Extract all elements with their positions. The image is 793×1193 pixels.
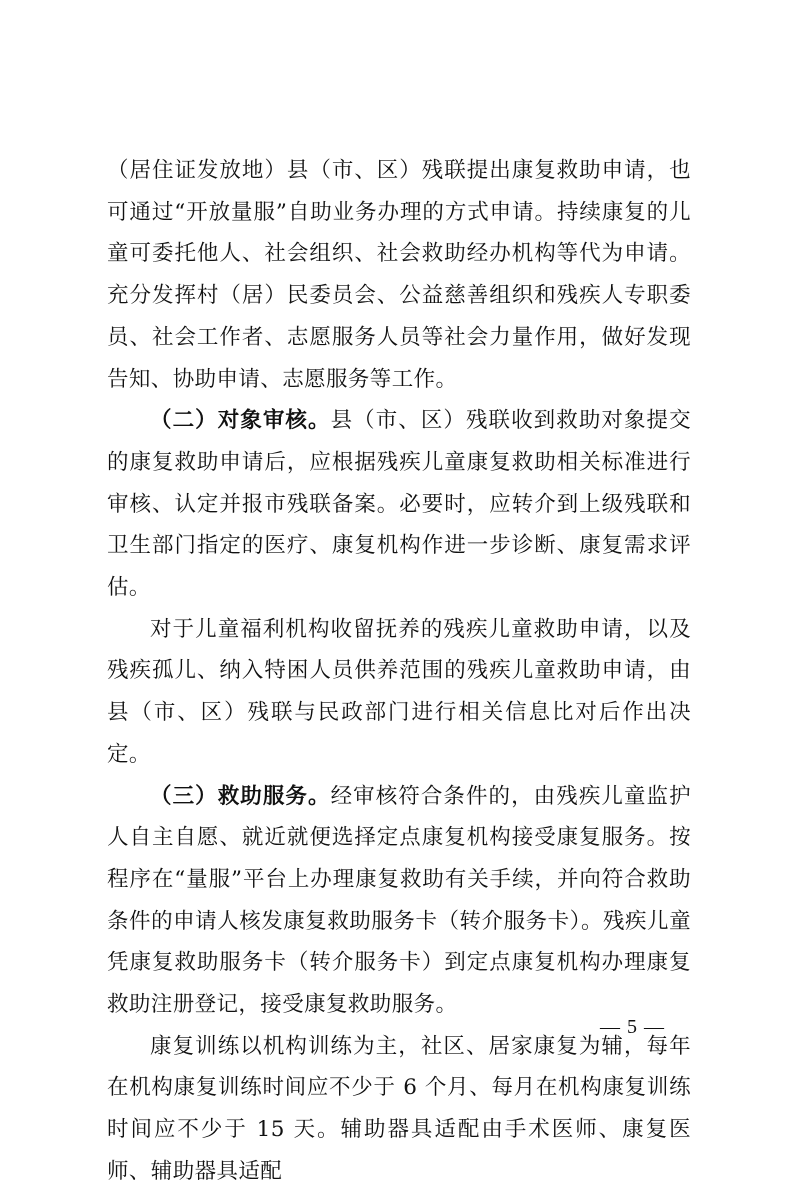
paragraph-5 <box>107 1026 691 1193</box>
section-heading-object-review: （二）对象审核。 <box>150 408 331 434</box>
paragraph-2 <box>107 400 691 609</box>
paragraph-3-text: 对于儿童福利机构收留抚养的残疾儿童救助申请，以及残疾孤儿、纳入特困人员供养范围的残疾儿童救助申请，由县（市、区）残联与民政部门进行相关信息比对后作出决定。 <box>107 616 691 767</box>
paragraph-4 <box>107 776 691 1026</box>
paragraph-4-text: 经审核符合条件的，由残疾儿童监护人自主自愿、就近就便选择定点康复机构接受康复服务。按程序在“量服”平台上办理康复救助有关手续，并向符合救助条件的申请人核发康复救助服务卡（转介服务卡）。残疾儿童凭康复救助服务卡（转介服务卡）到定点康复机构办理康复救助注册登记，接受康复救助服务。 <box>107 783 692 1018</box>
section-heading-assistance-service: （三）救助服务。 <box>150 783 331 809</box>
paragraph-1 <box>107 150 691 400</box>
paragraph-2-text: 县（市、区）残联收到救助对象提交的康复救助申请后，应根据残疾儿童康复救助相关标准进行审核、认定并报市残联备案。必要时，应转介到上级残联和卫生部门指定的医疗、康复机构作进一步诊断、康复需求评估。 <box>107 408 692 601</box>
paragraph-3 <box>107 609 691 776</box>
page-number: — 5 — <box>600 1016 665 1038</box>
paragraph-5-text: 康复训练以机构训练为主，社区、居家康复为辅，每年在机构康复训练时间应不少于 6 个月、每月在机构康复训练时间应不少于 15 天。辅助器具适配由手术医师、康复医师、辅助器具适配 <box>107 1033 691 1184</box>
paragraph-1-text: （居住证发放地）县（市、区）残联提出康复救助申请，也可通过“开放量服”自助业务办理的方式申请。持续康复的儿童可委托他人、社会组织、社会救助经办机构等代为申请。充分发挥村（居）民委员会、公益慈善组织和残疾人专职委员、社会工作者、志愿服务人员等社会力量作用，做好发现告知、协助申请、志愿服务等工作。 <box>107 158 691 392</box>
